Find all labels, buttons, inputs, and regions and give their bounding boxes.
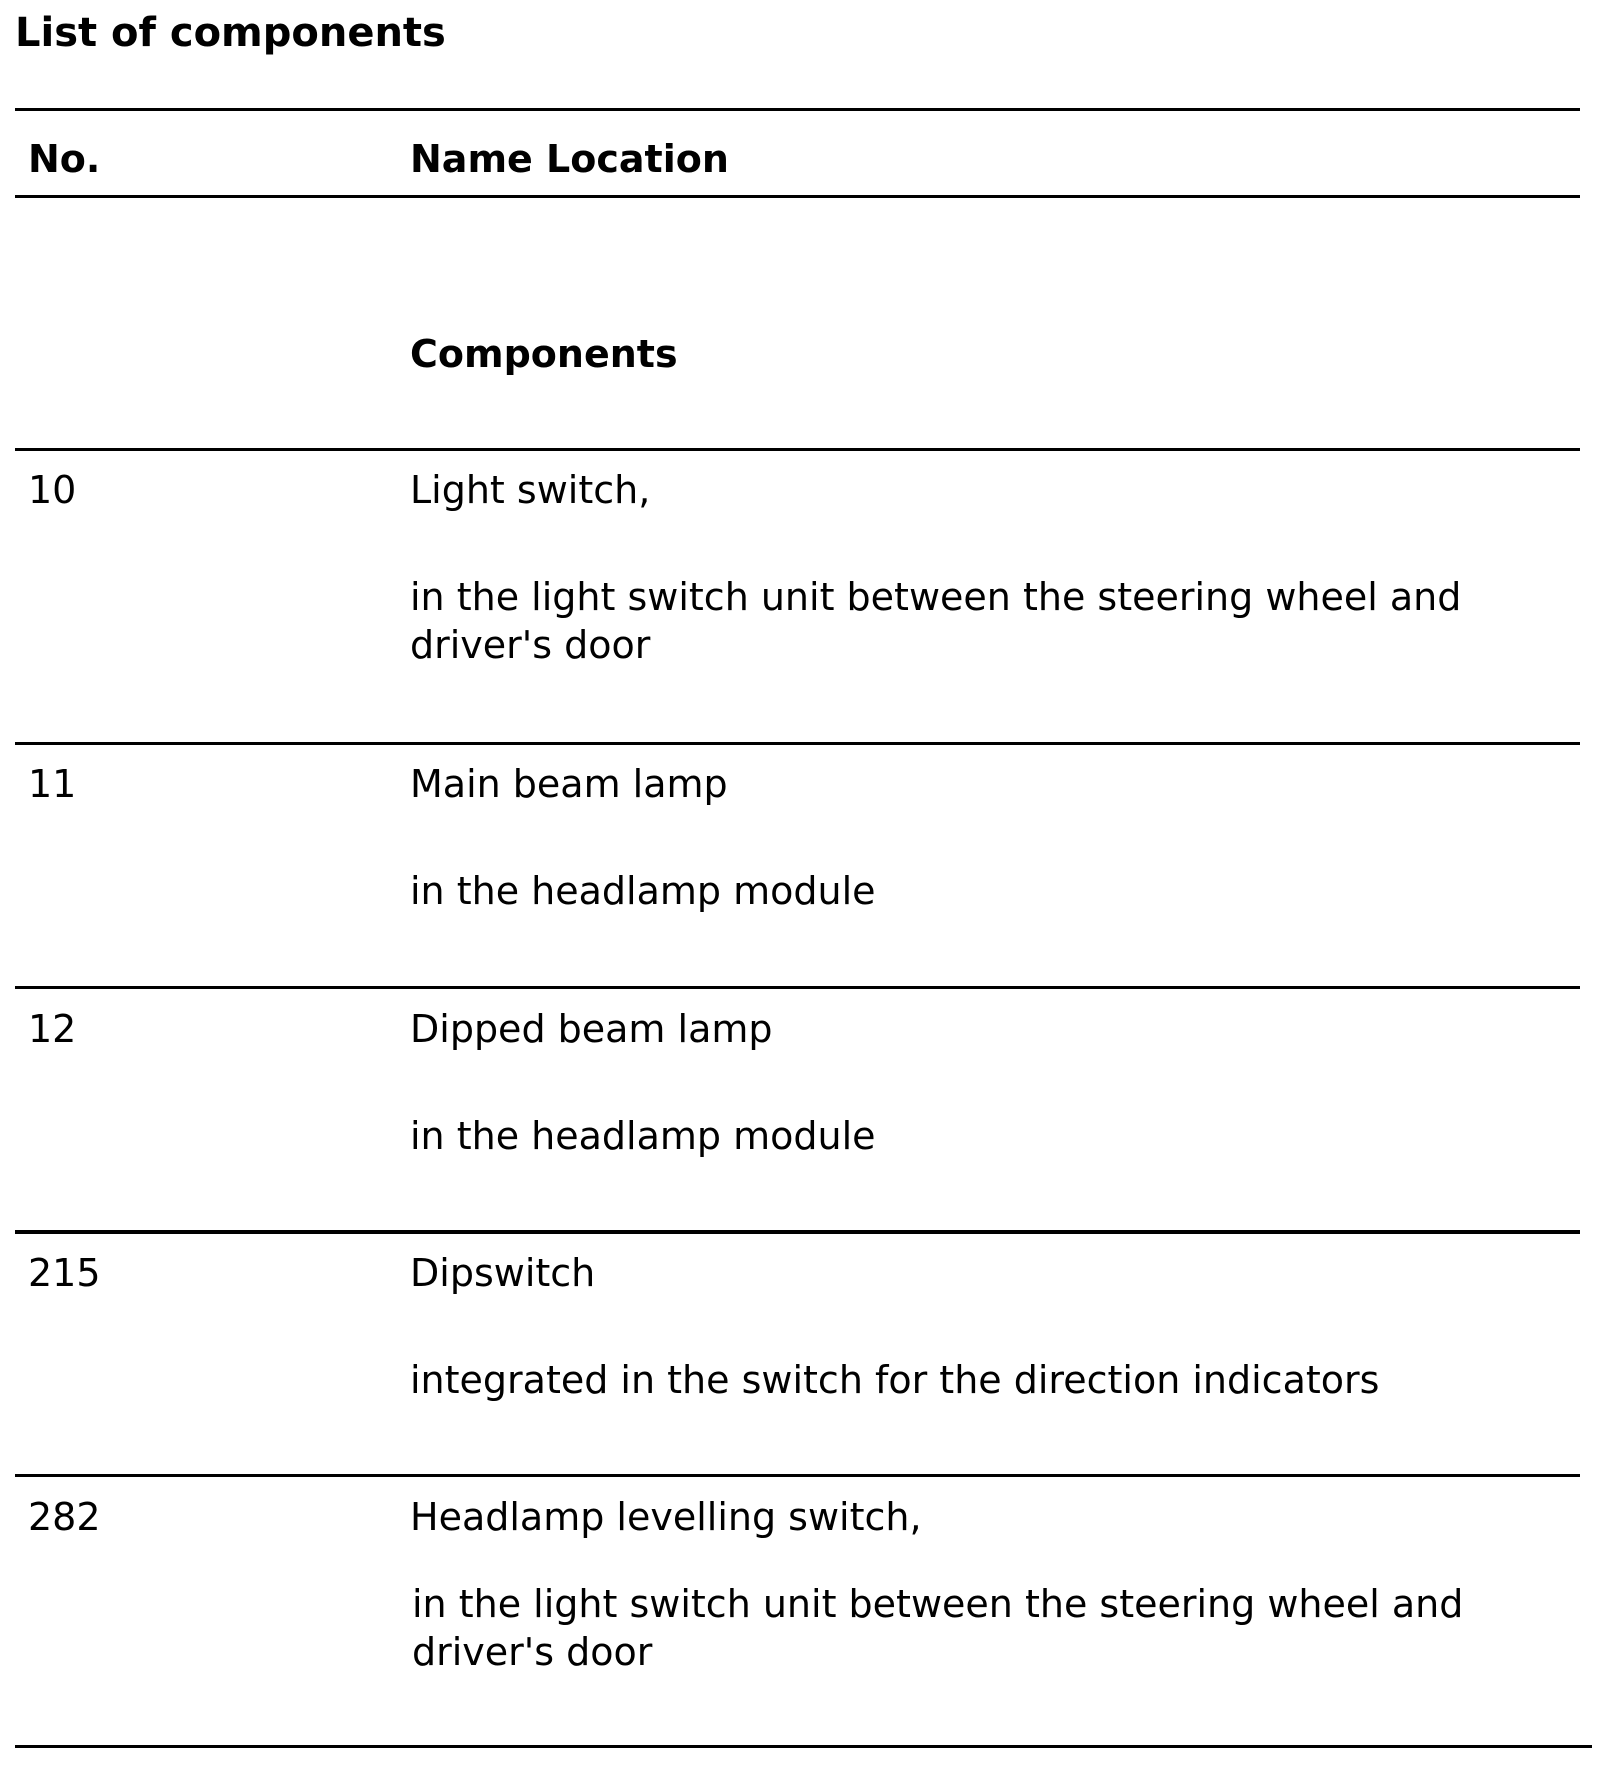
header-name-location: Name Location <box>410 137 729 181</box>
row-number: 12 <box>28 1007 77 1051</box>
row-number: 215 <box>28 1251 101 1295</box>
component-location: in the headlamp module <box>410 1114 876 1158</box>
row-number: 282 <box>28 1495 101 1539</box>
row-separator <box>15 1230 1580 1234</box>
row-separator <box>15 986 1580 989</box>
component-name: Dipped beam lamp <box>410 1007 773 1051</box>
component-location: driver's door <box>412 1630 653 1674</box>
row-number: 11 <box>28 762 77 806</box>
table-top-rule <box>15 108 1580 111</box>
component-location: in the headlamp module <box>410 869 876 913</box>
component-name: Dipswitch <box>410 1251 596 1295</box>
row-separator <box>15 1474 1580 1477</box>
document-title: List of components <box>15 10 446 56</box>
row-number: 10 <box>28 468 77 512</box>
row-separator <box>15 742 1580 745</box>
component-location: in the light switch unit between the steering wheel and <box>412 1582 1464 1626</box>
component-location: driver's door <box>410 623 651 667</box>
table-bottom-rule <box>15 1745 1592 1748</box>
component-location: in the light switch unit between the steering wheel and <box>410 575 1462 619</box>
header-rule <box>15 195 1580 198</box>
component-name: Headlamp levelling switch, <box>410 1495 922 1539</box>
component-location: integrated in the switch for the direction indicators <box>410 1358 1380 1402</box>
section-label: Components <box>410 332 678 376</box>
header-no: No. <box>28 137 101 181</box>
component-name: Main beam lamp <box>410 762 728 806</box>
row-separator <box>15 448 1580 451</box>
component-name: Light switch, <box>410 468 651 512</box>
